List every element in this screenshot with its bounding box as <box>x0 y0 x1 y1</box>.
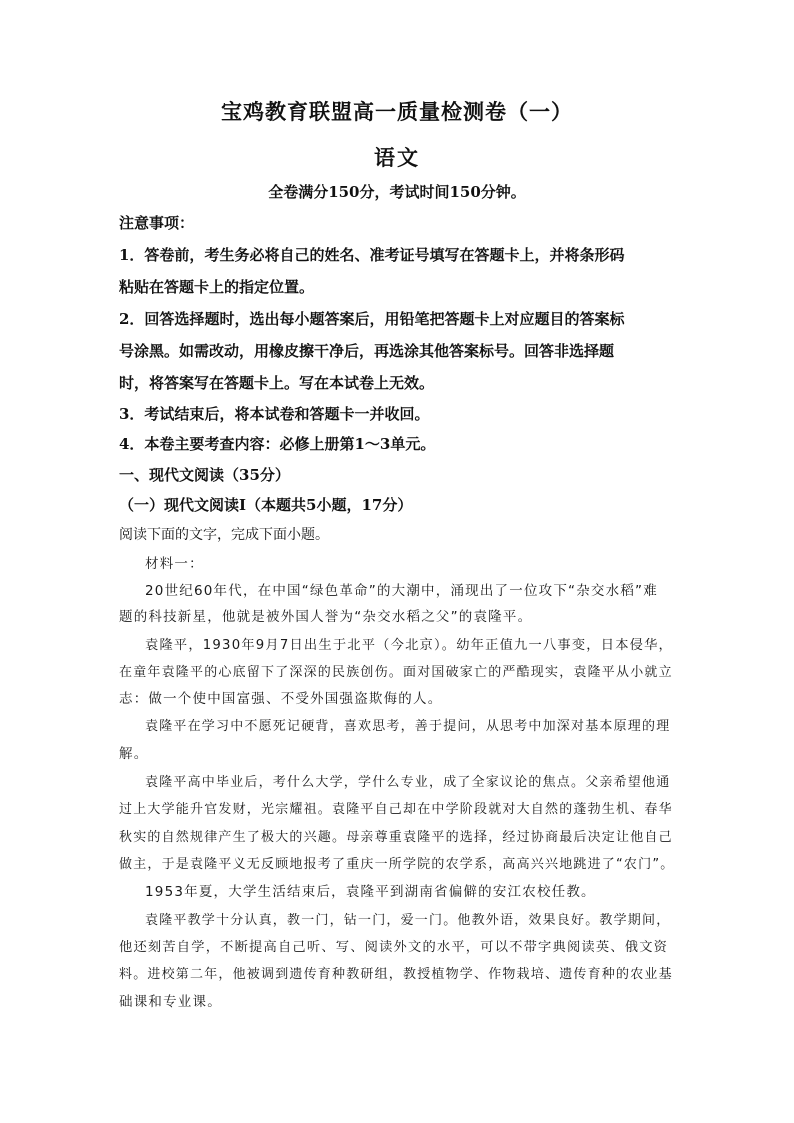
passage-line: 在童年袁隆平的心底留下了深深的民族创伤。面对国破家亡的严酷现实，袁隆平从小就立 <box>119 665 673 680</box>
passage-line: 础课和专业课。 <box>119 994 222 1010</box>
material-label: 材料一： <box>145 556 204 572</box>
note-line: 时，将答案写在答题卡上。写在本试卷上无效。 <box>119 374 435 392</box>
subject-heading: 语文 <box>374 145 420 170</box>
note-line: 2．回答选择题时，选出每小题答案后，用铅笔把答题卡上对应题目的答案标 <box>119 310 625 328</box>
passage-line: 1953年夏，大学生活结束后，袁隆平到湖南省偏僻的安江农校任教。 <box>145 884 596 900</box>
note-line: 1．答卷前，考生务必将自己的姓名、准考证号填写在答题卡上，并将条形码 <box>119 246 625 264</box>
note-line: 粘贴在答题卡上的指定位置。 <box>119 278 315 296</box>
passage-line: 秋实的自然规律产生了极大的兴趣。母亲尊重袁隆平的选择，经过协商最后决定让他自己 <box>119 830 673 845</box>
passage-line: 过上大学能升官发财，光宗耀祖。袁隆平自己却在中学阶段就对大自然的蓬勃生机、春华 <box>119 802 673 817</box>
note-line: 4．本卷主要考查内容：必修上册第1～3单元。 <box>119 435 436 453</box>
passage-line: 料。进校第二年，他被调到遗传育种教研组，教授植物学、作物栽培、遗传育种的农业基 <box>119 967 673 982</box>
passage-line: 袁隆平，1930年9月7日出生于北平（今北京）。幼年正值九一八事变，日本侵华， <box>145 638 674 653</box>
passage-line: 做主，于是袁隆平义无反顾地报考了重庆一所学院的农学系，高高兴兴地跳进了“农门”。 <box>119 857 675 872</box>
subsection-heading: （一）现代文阅读Ⅰ（本题共5小题，17分） <box>119 496 413 514</box>
passage-line: 20世纪60年代，在中国“绿色革命”的大潮中，涌现出了一位攻下“杂交水稻”难 <box>145 583 658 599</box>
note-line: 号涂黑。如需改动，用橡皮擦干净后，再选涂其他答案标号。回答非选择题 <box>119 342 615 360</box>
passage-line: 袁隆平教学十分认真，教一门，钻一门，爱一门。他教外语，效果良好。教学期间， <box>145 913 671 928</box>
passage-line: 他还刻苦自学，不断提高自己听、写、阅读外文的水平，可以不带字典阅读英、俄文资 <box>119 940 669 955</box>
section-heading: 一、现代文阅读（35分） <box>119 466 290 484</box>
passage-line: 志：做一个使中国富强、不受外国强盗欺侮的人。 <box>119 691 443 707</box>
passage-line: 解。 <box>119 746 149 762</box>
note-line: 3．考试结束后，将本试卷和答题卡一并收回。 <box>119 405 430 423</box>
notes-heading: 注意事项： <box>119 214 195 232</box>
passage-line: 题的科技新星，他就是被外国人誉为“杂交水稻之父”的袁隆平。 <box>119 609 533 625</box>
reading-instruction: 阅读下面的文字，完成下面小题。 <box>119 527 329 543</box>
passage-line: 袁隆平高中毕业后，考什么大学，学什么专业，成了全家议论的焦点。父亲希望他通 <box>145 775 671 790</box>
passage-line: 袁隆平在学习中不愿死记硬背，喜欢思考，善于提问，从思考中加深对基本原理的理 <box>145 719 671 734</box>
page-title: 宝鸡教育联盟高一质量检测卷（一） <box>221 99 573 124</box>
score-time-line: 全卷满分150分，考试时间150分钟。 <box>268 183 526 201</box>
